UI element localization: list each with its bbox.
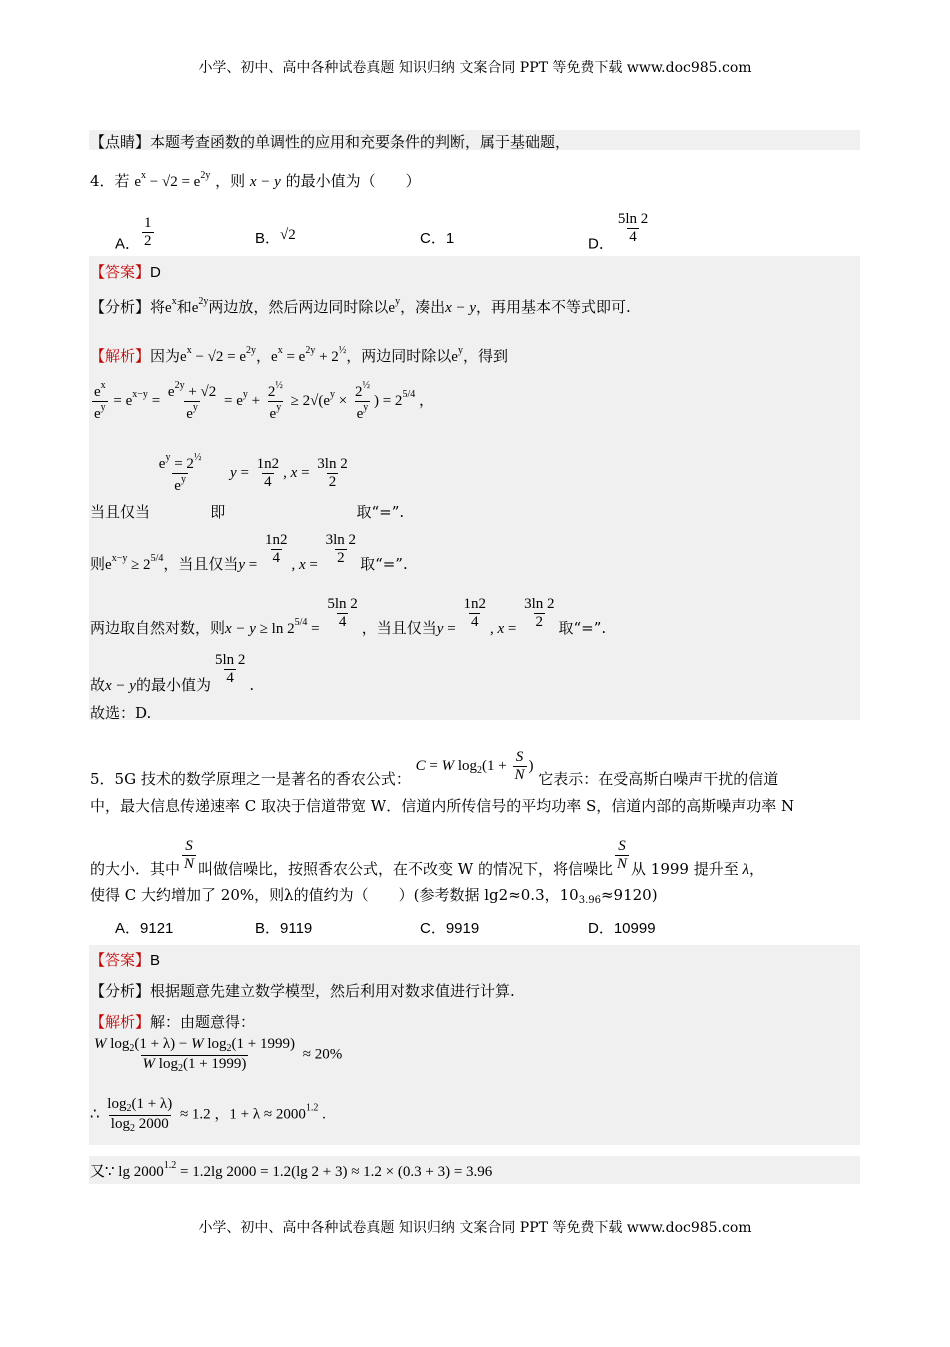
q4-fenxi-tag: 【分析】 <box>90 298 151 316</box>
q5-option-d[interactable]: D．10999 <box>588 920 656 937</box>
q4-mid: ，则 <box>215 172 246 190</box>
q4-answer-tag: 【答案】 <box>90 263 151 281</box>
q4-equality-cond-1: 当且仅当 $\frac{e^y = 2^{\frac{1}{2}}}{e^y}$ 即 y = $\frac{1n2}{4}$ , x = $\frac{3\ln 2}{2}$ 取“=”. <box>90 452 405 522</box>
q5-option-c[interactable]: C．9919 <box>420 920 480 937</box>
q4-choice: 故选：D. <box>90 704 152 722</box>
dianjing-line <box>90 131 570 152</box>
q4-end: 的最小值为（ ） <box>285 172 421 190</box>
q4-option-b[interactable]: B．√2 <box>255 227 296 247</box>
q5-answer-line: 【答案】B <box>90 951 161 969</box>
q4-jiexi-line: 【解析】因为$e^x - √2 = e^{2y}$，$e^x = e^{2y} + 2^{\frac{1}{2}}$，两边同时除以$e^y$，得到 <box>90 345 508 365</box>
q5-equation-1: $\frac{W \log_2(1 + \lambda) - W \log_2(1 + 1999)}{W \log_2(1 + 1999)}$ ≈ 20% <box>94 1036 343 1074</box>
q4-xy: x − y <box>249 174 281 190</box>
q5-you-line: 又∵ $\lg 2000^{1.2} = 1.2\lg$ 2000 = 1.2(lg 2 + 3) ≈ 1.2 × (0.3 + 3) = 3.96 <box>90 1160 493 1180</box>
page-header: 小学、初中、高中各种试卷真题 知识归纳 文案合同 PPT 等免费下载 www.doc985.com <box>198 60 752 76</box>
q5-line-3: 的大小．其中 $\frac{S}{N}$ 叫做信噪比，按照香农公式，在不改变 W 的情况下，将信噪比 $\frac{S}{N}$ 从 1999 提升至 λ， <box>90 838 764 878</box>
page-footer: 小学、初中、高中各种试卷真题 知识归纳 文案合同 PPT 等免费下载 www.doc985.com <box>198 1220 752 1236</box>
q4-answer: D <box>150 264 161 281</box>
q5-equation-2: ∴ $\frac{\log_2(1 + \lambda)}{\log_2 2000}$ ≈ 1.2 ，$1 + \lambda \approx 2000^{1.2}$ . <box>90 1096 326 1134</box>
q4-num: 4．若 <box>90 172 130 190</box>
q5-jiexi-line: 【解析】解：由题意得： <box>90 1013 256 1031</box>
q5-option-b[interactable]: B．9119 <box>255 920 313 937</box>
q4-option-a[interactable]: A． $\frac{1}{2}$ <box>115 215 152 253</box>
q4-equation: $e^x - √2 = e^{2y}$ <box>134 170 211 190</box>
q5-line-1: 5．5G 技术的数学原理之一是著名的香农公式： C = W $\log_2(1$ + $\frac{S}{N}$ ) 它表示：在受高斯白噪声干扰的信道 <box>90 749 779 789</box>
q5-fenxi-line: 【分析】根据题意先建立数学模型，然后利用对数求值进行计算. <box>90 982 515 1000</box>
q4-conclusion: 故x − y的最小值为 $\frac{5\ln 2}{4}$ . <box>90 652 255 694</box>
q4-ln-line: 两边取自然对数，则$x - y \ge \ln 2^{5/4}$ = $\frac{5\ln 2}{4}$ ，当且仅当y = $\frac{1n2}{4}$ , x = $\frac{3\ln 2}{2}$ 取“=”. <box>90 596 607 638</box>
q5-line-4: 使得 C 大约增加了 20%，则λ的值约为（ ）(参考数据 lg2≈0.3，$10_{3.96}\approx 9120$) <box>90 886 658 906</box>
q5-option-a[interactable]: A．9121 <box>115 920 174 937</box>
dianjing-text: 本题考查函数的单调性的应用和充要条件的判断，属于基础题， <box>150 133 571 151</box>
q5-line-2: 中，最大信息传递速率 C 取决于信道带宽 W．信道内所传信号的平均功率 S，信道内部的高斯噪声功率 N <box>90 797 795 815</box>
q4-option-c[interactable]: C．1 <box>420 230 455 247</box>
q4-jiexi-tag: 【解析】 <box>90 347 151 365</box>
q4-derivation: $\frac{e^x}{e^y}$ = $e^{x-y}$ = $\frac{e^{2y} + √2}{e^y}$ = $e^y$ + $\frac{2^{\frac{1}{2}}}{e^y}$ ≥ $2√(e^y$ × $\frac{2^{\frac{1}{2}}}{e^y}$ ) = $2^{5/4}$ ， <box>94 380 434 423</box>
dianjing-tag: 【点睛】 <box>90 133 151 151</box>
q4-ze-line: 则$e^{x-y} \ge 2^{5/4}$，当且仅当y = $\frac{1n2}{4}$ , x = $\frac{3\ln 2}{2}$ 取“=”. <box>90 532 408 574</box>
q4-stem <box>90 170 421 191</box>
q4-answer-line <box>90 261 161 282</box>
q4-fenxi-line: 【分析】将$e^x$和$e^{2y}$两边放，然后两边同时除以$e^y$，凑出x − y，再用基本不等式即可. <box>90 296 631 316</box>
q4-option-d[interactable]: D． $\frac{5\ln 2}{4}$ <box>588 211 649 253</box>
